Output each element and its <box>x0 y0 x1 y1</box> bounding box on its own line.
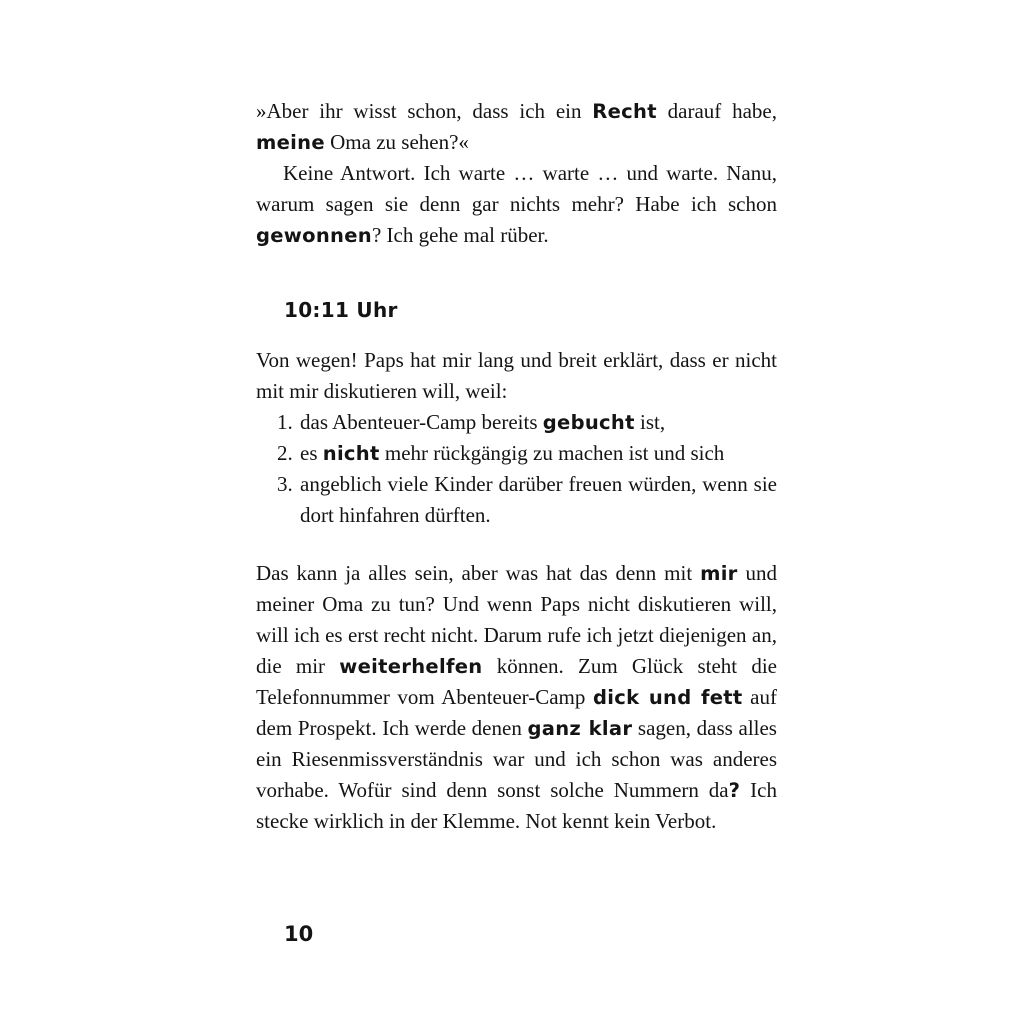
emphasized-text: weiterhelfen <box>339 655 483 678</box>
emphasized-text: ganz klar <box>527 717 633 740</box>
body-text: angeblich viele Kinder darüber freuen würden, wenn sie dort hinfahren dürften. <box>300 472 777 527</box>
body-text: Von wegen! Paps hat mir lang und breit erklärt, dass er nicht mit mir diskutieren will, weil: <box>256 348 777 403</box>
page-number: 10 <box>284 922 314 946</box>
body-text: Keine Antwort. Ich warte … warte … und warte. Nanu, warum sagen sie denn gar nichts mehr? Habe ich schon <box>256 161 777 216</box>
body-text: es <box>300 441 323 465</box>
body-text: und meiner Oma zu tun? Und wenn Paps nicht diskutieren will, will ich es erst recht nicht. Darum rufe ich jetzt diejenigen an, die mir <box>256 561 777 678</box>
body-text: ? Ich gehe mal rüber. <box>371 223 549 247</box>
emphasized-text: ? <box>728 779 741 802</box>
list-text <box>300 407 777 438</box>
paragraph <box>256 96 777 158</box>
emphasized-text: meine <box>256 131 325 154</box>
emphasized-text: Recht <box>592 100 657 123</box>
emphasized-text: nicht <box>322 442 380 465</box>
body-text: Ich stecke wirklich in der Klemme. Not kennt kein Verbot. <box>256 778 777 833</box>
body-text: Das kann ja alles sein, aber was hat das denn mit <box>256 561 701 585</box>
list-item <box>256 469 777 531</box>
emphasized-text: gewonnen <box>256 224 372 247</box>
emphasized-text: mir <box>700 562 738 585</box>
body-text: können. Zum Glück steht die Telefonnummer vom Abenteuer-Camp <box>256 654 777 709</box>
emphasized-text: dick und fett <box>593 686 743 709</box>
body-text: »Aber ihr wisst schon, dass ich ein <box>256 99 593 123</box>
body-text: das Abenteuer-Camp bereits <box>300 410 543 434</box>
body-text: darauf habe, <box>656 99 777 123</box>
body-text: ist, <box>634 410 666 434</box>
numbered-list <box>256 407 777 531</box>
paragraph <box>256 158 777 251</box>
text-block <box>256 96 777 837</box>
list-number: 1. <box>277 410 293 434</box>
body-text: Oma zu sehen?« <box>324 130 469 154</box>
list-item <box>256 438 777 469</box>
emphasized-text: gebucht <box>542 411 635 434</box>
list-number: 3. <box>277 472 293 496</box>
paragraph <box>256 345 777 407</box>
list-item <box>256 407 777 438</box>
list-number: 2. <box>277 441 293 465</box>
list-text <box>300 438 777 469</box>
list-text <box>300 469 777 531</box>
body-text: mehr rückgängig zu machen ist und sich <box>379 441 725 465</box>
paragraph <box>256 558 777 837</box>
body-text: auf dem Prospekt. Ich werde denen <box>256 685 777 740</box>
time-heading: 10:11 Uhr <box>284 298 398 322</box>
body-text: sagen, dass alles ein Riesenmissverständnis war und ich schon was anderes vorhabe. Wofür sind denn sonst solche Nummern da <box>256 716 777 802</box>
